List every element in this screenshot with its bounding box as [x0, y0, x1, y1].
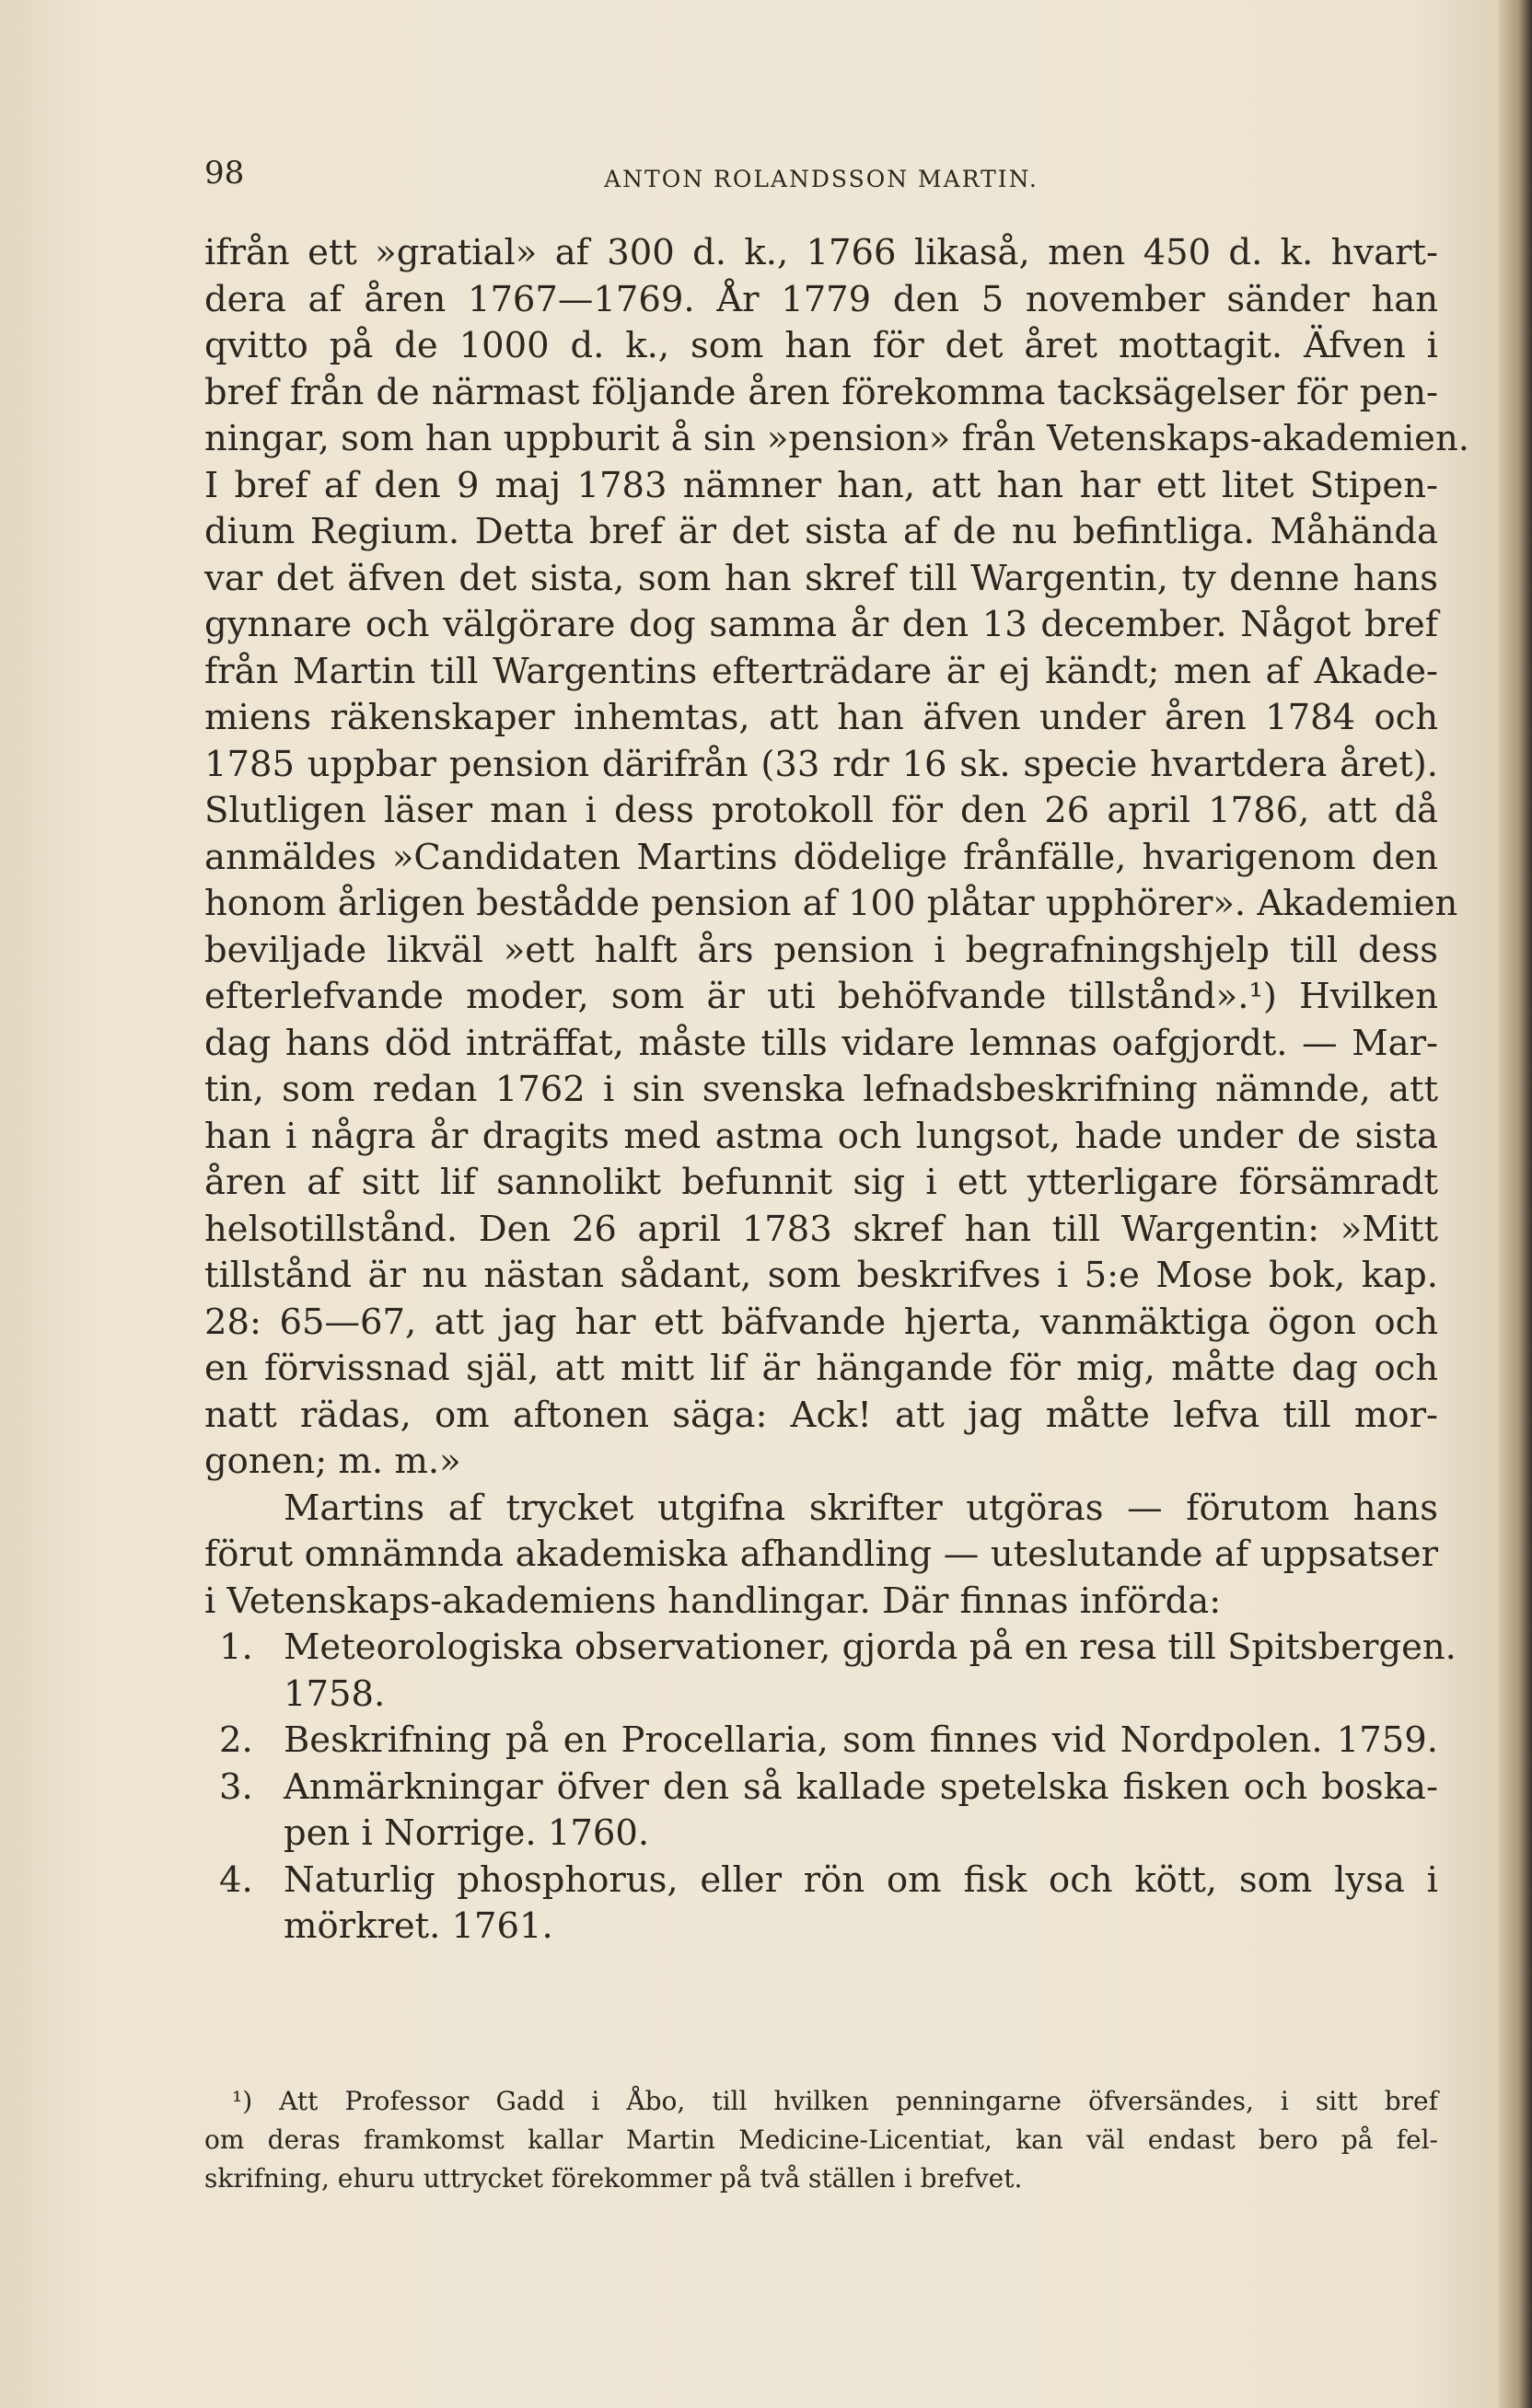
text-line: 28: 65—67, att jag har ett bäfvande hjerta, vanmäktiga ögon och: [204, 1301, 1438, 1343]
list-number: 2.: [219, 1719, 253, 1761]
page-edge-shadow: [1499, 0, 1532, 2408]
text-line: bref från de närmast följande åren förekomma tacksägelser för pen-: [204, 371, 1438, 413]
list-line: Beskrifning på en Procellaria, som finnes vid Nordpolen. 1759.: [284, 1719, 1438, 1761]
body-text: [204, 230, 1469, 1951]
list-line: Meteorologiska observationer, gjorda på en resa till Spitsbergen.: [284, 1627, 1457, 1668]
text-line: beviljade likväl »ett halft års pension i begrafningshjelp till dess: [204, 929, 1438, 971]
footnote-line: ¹) Att Professor Gadd i Åbo, till hvilken penningarne öfversändes, i sitt bref: [232, 2086, 1438, 2116]
list-item: [204, 1625, 1457, 1718]
text-line: i Vetenskaps-akademiens handlingar. Där finnas införda:: [204, 1580, 1222, 1622]
list-line: Anmärkningar öfver den så kallade spetelska fisken och boska-: [284, 1765, 1438, 1808]
text-line: från Martin till Wargentins efterträdare är ej kändt; men af Akade-: [204, 650, 1438, 692]
text-line: Slutligen läser man i dess protokoll för den 26 april 1786, att då: [204, 790, 1438, 831]
list-line: 1758.: [284, 1673, 386, 1715]
list-item: [204, 1718, 1438, 1765]
text-line: förut omnämnda akademiska afhandling — uteslutande af uppsatser: [204, 1534, 1438, 1575]
text-line: miens räkenskaper inhemtas, att han äfven under åren 1784 och: [204, 697, 1438, 738]
list-line: pen i Norrige. 1760.: [284, 1812, 650, 1854]
text-line: ningar, som han uppburit å sin »pension» från Vetenskaps-akademien.: [204, 418, 1469, 459]
text-line: qvitto på de 1000 d. k., som han för det året mottagit. Äfven i: [204, 325, 1438, 366]
text-line: tillstånd är nu nästan sådant, som beskrifves i 5:e Mose bok, kap.: [204, 1255, 1438, 1296]
text-line: gynnare och välgörare dog samma år den 13 december. Något bref: [204, 604, 1438, 645]
paragraph-1: [204, 230, 1469, 1486]
list-line: Naturlig phosphorus, eller rön om fisk och kött, som lysa i: [284, 1858, 1438, 1901]
text-line: ifrån ett »gratial» af 300 d. k., 1766 likaså, men 450 d. k. hvart-: [204, 232, 1438, 273]
text-line: tin, som redan 1762 i sin svenska lefnadsbeskrifning nämnde, att: [204, 1069, 1438, 1110]
text-line: efterlefvande moder, som är uti behöfvande tillstånd».¹) Hvilken: [204, 976, 1438, 1017]
footnote-line: om deras framkomst kallar Martin Medicine-Licentiat, kan väl endast bero på fel-: [204, 2124, 1438, 2155]
text-line: han i några år dragits med astma och lungsot, hade under de sista: [204, 1115, 1438, 1157]
running-head: ANTON ROLANDSSON MARTIN.: [604, 166, 1039, 192]
text-line: en förvissnad själ, att mitt lif är hängande för mig, måtte dag och: [204, 1348, 1438, 1389]
footnotes: [204, 2082, 1438, 2198]
text-line: åren af sitt lif sannolikt befunnit sig i ett ytterligare försämradt: [204, 1162, 1438, 1203]
list-line: mörkret. 1761.: [284, 1905, 553, 1947]
text-line: helsotillstånd. Den 26 april 1783 skref han till Wargentin: »Mitt: [204, 1208, 1438, 1250]
list-item: [204, 1858, 1438, 1951]
text-line: natt rädas, om aftonen säga: Ack! att jag måtte lefva till mor-: [204, 1394, 1438, 1436]
list-number: 1.: [219, 1627, 253, 1668]
page-number: 98: [204, 155, 245, 191]
text-line: Martins af trycket utgifna skrifter utgöras — förutom hans: [284, 1487, 1438, 1529]
text-line: dera af åren 1767—1769. År 1779 den 5 november sänder han: [204, 278, 1438, 320]
paragraph-2: [204, 1486, 1438, 1626]
text-line: gonen; m. m.»: [204, 1441, 461, 1482]
list-number: 4.: [219, 1858, 253, 1901]
text-line: dium Regium. Detta bref är det sista af de nu befintliga. Måhända: [204, 511, 1438, 552]
publications-list: [204, 1625, 1457, 1951]
text-line: 1785 uppbar pension därifrån (33 rdr 16 sk. specie hvartdera året).: [204, 743, 1438, 785]
text-line: honom årligen bestådde pension af 100 plåtar upphörer». Akademien: [204, 883, 1458, 924]
text-line: anmäldes »Candidaten Martins dödelige frånfälle, hvarigenom den: [204, 836, 1438, 878]
text-line: I bref af den 9 maj 1783 nämner han, att han har ett litet Stipen-: [204, 464, 1438, 506]
list-number: 3.: [219, 1765, 253, 1808]
list-item: [204, 1765, 1438, 1858]
text-line: var det äfven det sista, som han skref till Wargentin, ty denne hans: [204, 557, 1438, 599]
page-header: [204, 155, 1438, 210]
footnote-line: skrifning, ehuru uttrycket förekommer på två ställen i brefvet.: [204, 2163, 1023, 2194]
text-line: dag hans död inträffat, måste tills vidare lemnas oafgjordt. — Mar-: [204, 1022, 1438, 1064]
